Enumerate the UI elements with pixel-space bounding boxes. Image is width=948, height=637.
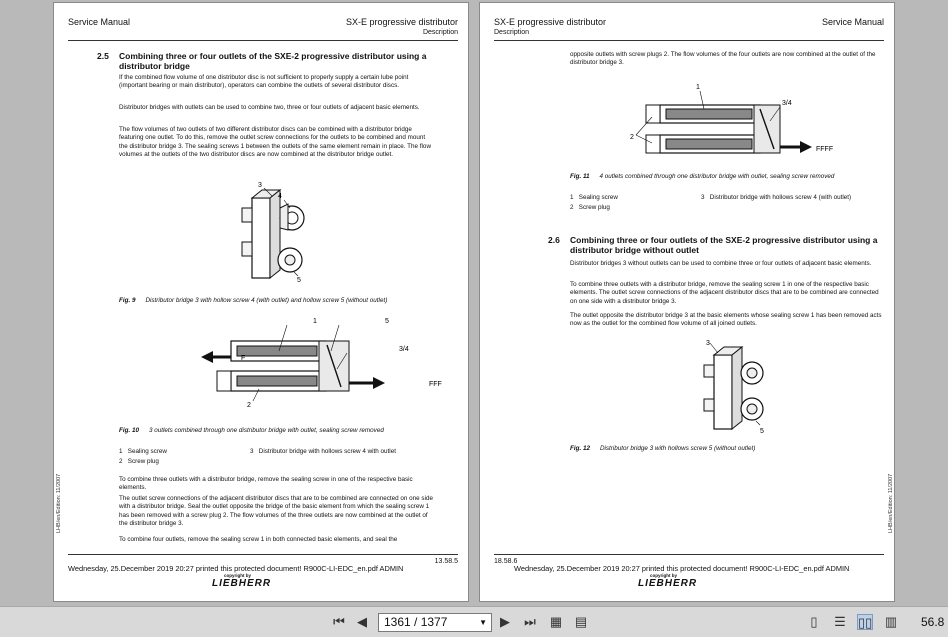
side-edition-text: LHB/en/Edition: 11/2007: [888, 473, 894, 533]
section-number: 2.6: [548, 235, 560, 245]
header-left: Service Manual: [68, 17, 131, 27]
paragraph: The outlet screw connections of the adjacent distributor discs that are to be combined are connected on one side with a distributor bridge. Seal the outlet opposite the bridge of the basic element from which the sealing screw 1 has been removed with a screw plug 2. The flow volumes of the three outlets are now combined at the outlet of the distributor bridge 3.: [119, 495, 433, 528]
facing-pages-view-icon[interactable]: ▯▯: [858, 615, 873, 630]
copyright-text: copyright by: [650, 573, 678, 578]
caption-text: Distributor bridge 3 with hollows screw 5 (without outlet): [599, 445, 756, 452]
fig12-label-5: 5: [760, 428, 764, 435]
left-page: [53, 2, 469, 602]
fig-number: Fig. 9: [119, 297, 136, 304]
liebherr-logo: LIEBHERR: [212, 578, 272, 589]
page-number-field[interactable]: [378, 613, 492, 632]
figure-12-caption: [570, 445, 755, 452]
section-number: 2.5: [97, 51, 109, 61]
caption-text: 3 outlets combined through one distributor bridge with outlet, sealing screw removed: [148, 427, 384, 434]
paragraph: The outlet opposite the distributor bridge 3 at the basic elements whose sealing screw 1 has been removed acts now as the outlet for the combined flow volume of all joined outlets.: [570, 312, 882, 328]
previous-page-icon[interactable]: ◀: [357, 614, 367, 629]
figure-11-drawing: [630, 81, 834, 163]
first-page-icon[interactable]: ⏮: [333, 614, 345, 629]
paragraph: opposite outlets with screw plugs 2. The flow volumes of the four outlets are now combined at the outlet of the distributor bridge 3.: [570, 51, 876, 67]
fig10-label-2: 2: [247, 402, 251, 409]
zoom-level[interactable]: 56.8: [921, 615, 945, 629]
fig10-label-3-4: 3/4: [399, 346, 409, 353]
figure-10-caption: [119, 427, 384, 434]
fig-number: Fig. 11: [570, 173, 590, 180]
fig9-label-5: 5: [297, 277, 301, 284]
fig10-label-F: F: [241, 355, 246, 362]
fit-width-icon[interactable]: ▤: [574, 614, 588, 629]
viewer-toolbar: [0, 606, 948, 637]
paragraph: The flow volumes of two outlets of two different distributor discs can be combined with a distributor bridge featuring one outlet. To do this, remove the outlet screw connections for the outlets to be combined and mount the distributor bridge 3. The sealing screws 1 between the outlets of the same element remain in place. The flow volumes at the outlets of the two distributor discs are now combined at the distributor bridge outlet.: [119, 126, 431, 159]
fig11-label-FFFF: FFFF: [816, 146, 834, 153]
header-sub: Description: [422, 29, 458, 36]
paragraph: If the combined flow volume of one distributor disc is not sufficient to properly supply a certain lube point (important bearing or main distributor), operators can combine the outlets of several distributor discs.: [119, 74, 409, 90]
caption-text: 4 outlets combined through one distributor bridge with outlet, sealing screw removed: [599, 173, 835, 180]
fig12-label-3: 3: [706, 340, 710, 347]
continuous-view-icon[interactable]: ☰: [834, 614, 846, 629]
paragraph: To combine three outlets with a distributor bridge, remove the sealing screw in one of the respective basic elements.: [119, 476, 413, 492]
fig11-label-1: 1: [696, 84, 700, 91]
fig9-label-3: 3: [258, 182, 262, 189]
fit-page-icon[interactable]: ▦: [549, 614, 563, 629]
continuous-facing-view-icon[interactable]: ▥: [884, 614, 898, 629]
legend-item: 2 Screw plug: [570, 204, 610, 211]
page-indicator: 1361 / 1377: [384, 615, 448, 629]
page-header: [494, 17, 884, 41]
fig-number: Fig. 10: [119, 427, 139, 434]
page-header: [68, 17, 458, 41]
next-page-icon[interactable]: ▶: [500, 614, 510, 629]
page-footer: [68, 554, 458, 589]
page-number: 18.58.6: [494, 558, 518, 565]
header-right: SX-E progressive distributor: [345, 17, 458, 27]
copyright-text: copyright by: [224, 573, 252, 578]
figure-10-drawing: [179, 311, 442, 415]
fig11-label-3-4: 3/4: [782, 100, 792, 107]
liebherr-logo: LIEBHERR: [638, 578, 698, 589]
fig-number: Fig. 12: [570, 445, 590, 452]
page-number: 13.58.5: [434, 558, 458, 565]
header-right: Service Manual: [821, 17, 884, 27]
legend-item: 1 Sealing screw: [570, 194, 618, 201]
single-page-view-icon[interactable]: ▯: [810, 614, 818, 629]
page-footer: [494, 554, 884, 589]
paragraph: To combine three outlets with a distributor bridge, remove the sealing screw 1 in one of the respective basic elements. The outlet screw connections of the adjacent distributor discs that are to be combined are connected on one side with a distributor bridge 3.: [570, 281, 879, 305]
legend-item: 2 Screw plug: [119, 458, 159, 465]
legend-item: 3 Distributor bridge with hollows screw 4 (with outlet): [701, 194, 852, 201]
last-page-icon[interactable]: ⏭: [524, 614, 536, 629]
caption-text: Distributor bridge 3 with hollow screw 4 (with outlet) and hollow screw 5 (without outlet): [145, 297, 388, 304]
fig10-label-1: 1: [313, 318, 317, 325]
print-notice: Wednesday, 25.December 2019 20:27 printed this protected document! R900C-LI-EDC_en.pdf ADMIN: [514, 564, 850, 573]
legend-item: 1 Sealing screw: [119, 448, 167, 455]
print-notice: Wednesday, 25.December 2019 20:27 printed this protected document! R900C-LI-EDC_en.pdf ADMIN: [68, 564, 404, 573]
paragraph: Distributor bridges with outlets can be used to combine two, three or four outlets of adjacent basic elements.: [119, 104, 420, 111]
figure-11-caption: [570, 173, 834, 180]
header-sub: Description: [494, 29, 530, 36]
fig10-label-5: 5: [385, 318, 389, 325]
side-edition-text: LHB/en/Edition: 11/2007: [56, 473, 62, 533]
figure-9-caption: [119, 297, 387, 304]
right-page: [479, 2, 895, 602]
figure-12-drawing: [700, 337, 770, 437]
legend-item: 3 Distributor bridge with hollows screw 4 with outlet: [250, 448, 396, 455]
paragraph: Distributor bridges 3 without outlets can be used to combine three or four outlets of adjacent basic elements.: [570, 260, 872, 267]
fig11-label-2: 2: [630, 134, 634, 141]
figure-9-drawing: [234, 178, 314, 288]
header-left: SX-E progressive distributor: [494, 17, 607, 27]
paragraph: To combine four outlets, remove the sealing screw 1 in both connected basic elements, and seal the: [119, 536, 398, 543]
chevron-down-icon[interactable]: ▼: [479, 618, 487, 627]
section-title: Combining three or four outlets of the SXE-2 progressive distributor using a distributor bridge: [119, 51, 427, 71]
fig9-label-4: 4: [278, 193, 282, 200]
fig10-label-FFF: FFF: [429, 381, 442, 388]
section-title: Combining three or four outlets of the SXE-2 progressive distributor using a distributor bridge without outlet: [570, 235, 878, 255]
